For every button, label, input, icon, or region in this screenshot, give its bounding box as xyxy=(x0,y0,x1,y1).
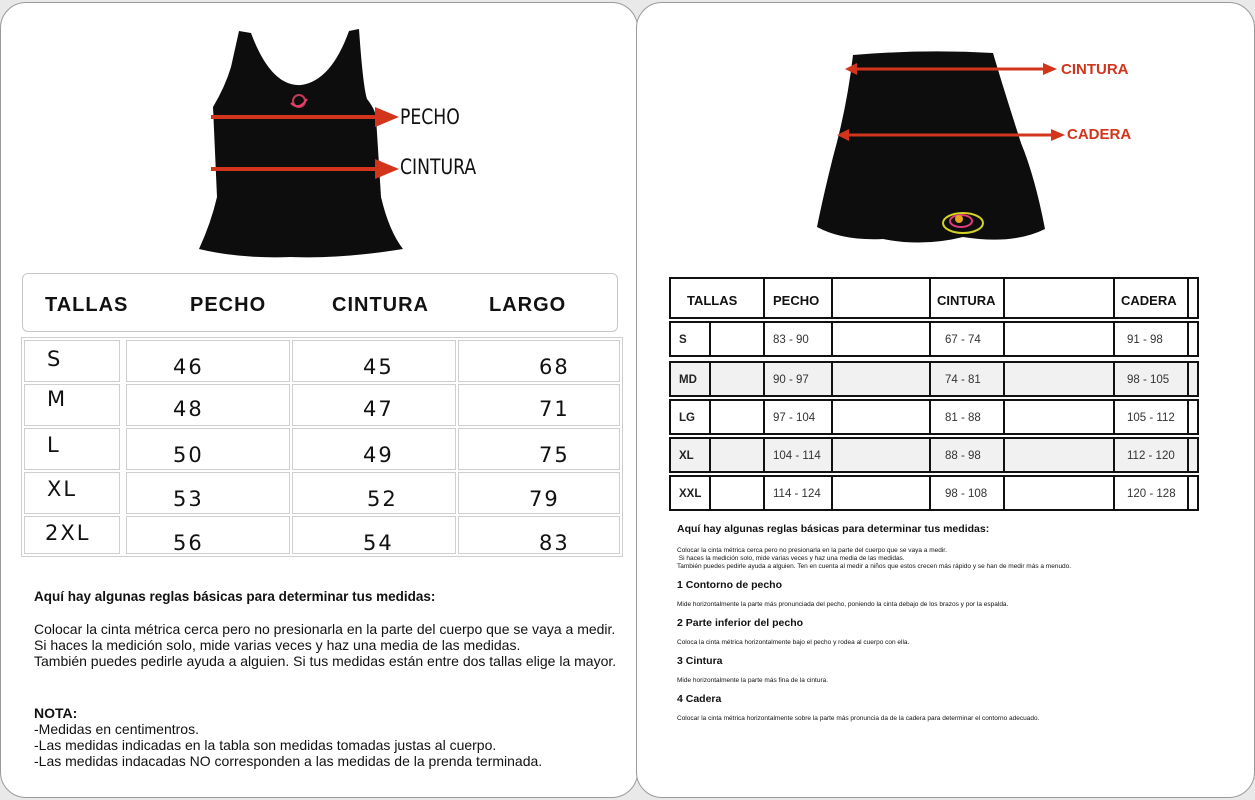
table-cell: 50 xyxy=(126,428,290,470)
table-cell xyxy=(709,437,765,473)
waist-label: CINTURA xyxy=(1061,61,1129,78)
rules-line: Si haces la medición solo, mide varias veces y haz una media de las medidas. xyxy=(677,555,905,562)
table-cell: 46 xyxy=(126,340,290,382)
table-cell: 88 - 98 xyxy=(929,437,1005,473)
table-cell: LG xyxy=(669,399,711,435)
nota-line: -Medidas en centimentros. xyxy=(34,721,199,737)
table-cell: 83 - 90 xyxy=(763,321,833,357)
table-cell xyxy=(709,399,765,435)
table-row xyxy=(669,399,1199,435)
rules-line: También puedes pedirle ayuda a alguien. Si tus medidas están entre dos tallas elige la mayor. xyxy=(34,653,617,669)
table-cell xyxy=(709,475,765,511)
section-heading: 4 Cadera xyxy=(677,693,722,705)
table-cell: 98 - 108 xyxy=(929,475,1005,511)
table-row xyxy=(669,475,1199,511)
table-cell: XXL xyxy=(669,475,711,511)
table-row xyxy=(669,437,1199,473)
table-cell: 47 xyxy=(292,384,456,426)
table-cell: 114 - 124 xyxy=(763,475,833,511)
header-spacer xyxy=(831,277,931,319)
table-cell: 120 - 128 xyxy=(1113,475,1189,511)
table-cell xyxy=(1187,321,1199,357)
skirt-arrows xyxy=(837,53,1077,153)
table-cell: 52 xyxy=(292,472,456,514)
table-cell: 79 xyxy=(458,472,620,514)
table-cell xyxy=(1187,437,1199,473)
table-cell: S xyxy=(24,340,120,382)
header-pecho: PECHO xyxy=(190,294,267,316)
table-cell: 105 - 112 xyxy=(1113,399,1189,435)
table-cell xyxy=(709,321,765,357)
table-row xyxy=(669,361,1199,397)
table-cell: 98 - 105 xyxy=(1113,361,1189,397)
rules-title: Aquí hay algunas reglas básicas para determinar tus medidas: xyxy=(34,589,436,604)
section-text: Colocar la cinta métrica horizontalmente sobre la parte más pronuncia da de la cadera para determinar el contorno adecuado. xyxy=(677,715,1040,722)
header-spacer xyxy=(1187,277,1199,319)
table-cell: 71 xyxy=(458,384,620,426)
table-cell xyxy=(1187,475,1199,511)
table-cell: 91 - 98 xyxy=(1113,321,1189,357)
rules-line: Colocar la cinta métrica cerca pero no presionarla en la parte del cuerpo que se vaya a medir. xyxy=(677,547,947,554)
section-text: Mide horizontalmente la parte más pronunciada del pecho, poniendo la cinta debajo de los brazos y por la espalda. xyxy=(677,601,1009,608)
table-cell: 54 xyxy=(292,516,456,554)
table-cell: 68 xyxy=(458,340,620,382)
tank-top-shape xyxy=(199,29,403,257)
nota-line: -Las medidas indacadas NO corresponden a las medidas de la prenda terminada. xyxy=(34,753,543,769)
section-heading: 2 Parte inferior del pecho xyxy=(677,617,804,629)
table-cell xyxy=(831,321,931,357)
nota-title: NOTA: xyxy=(34,705,78,721)
table-cell: 112 - 120 xyxy=(1113,437,1189,473)
right-size-chart-panel xyxy=(636,2,1255,798)
table-cell xyxy=(1003,437,1115,473)
waist-arrow-icon xyxy=(845,63,1057,75)
table-cell: 75 xyxy=(458,428,620,470)
table-cell xyxy=(831,361,931,397)
table-header-row xyxy=(22,273,618,332)
nota-line: -Las medidas indicadas en la tabla son medidas tomadas justas al cuerpo. xyxy=(34,737,497,753)
rules-title: Aquí hay algunas reglas básicas para determinar tus medidas: xyxy=(677,523,990,535)
table-cell: 81 - 88 xyxy=(929,399,1005,435)
waist-label: CINTURA xyxy=(400,155,477,179)
tank-top-illustration xyxy=(181,27,481,259)
table-cell: XL xyxy=(669,437,711,473)
header-largo: LARGO xyxy=(489,294,567,316)
table-cell xyxy=(831,475,931,511)
table-cell: S xyxy=(669,321,711,357)
section-text: Coloca la cinta métrica horizontalmente bajo el pecho y rodea al cuerpo con ella. xyxy=(677,639,910,646)
rules-line: También puedes pedirle ayuda a alguien. Ten en cuenta al medir a niños que estos crecen más rápido y se han de medir más a menudo. xyxy=(677,563,1072,570)
table-cell: M xyxy=(24,384,120,426)
header-cintura: CINTURA xyxy=(332,294,429,316)
table-row xyxy=(669,321,1199,357)
chest-label: PECHO xyxy=(400,105,460,129)
table-cell xyxy=(1003,321,1115,357)
header-cintura: CINTURA xyxy=(929,277,1005,319)
table-cell: L xyxy=(24,428,120,470)
table-cell: 2XL xyxy=(24,516,120,554)
rules-line: Si haces la medición solo, mide varias veces y haz una media de las medidas. xyxy=(34,637,521,653)
table-cell: 104 - 114 xyxy=(763,437,833,473)
header-pecho: PECHO xyxy=(763,277,833,319)
table-cell: 97 - 104 xyxy=(763,399,833,435)
header-tallas: TALLAS xyxy=(669,277,765,319)
table-cell xyxy=(1187,361,1199,397)
measurement-rules xyxy=(677,525,1237,723)
table-cell xyxy=(831,399,931,435)
header-tallas: TALLAS xyxy=(45,294,129,316)
table-cell: 45 xyxy=(292,340,456,382)
section-text: Mide horizontalmente la parte más fina de la cintura. xyxy=(677,677,829,684)
table-cell: 67 - 74 xyxy=(929,321,1005,357)
table-cell: 83 xyxy=(458,516,620,554)
left-size-chart-panel xyxy=(0,2,638,798)
rules-line: Colocar la cinta métrica cerca pero no presionarla en la parte del cuerpo que se vaya a medir. xyxy=(34,621,616,637)
table-cell: XL xyxy=(24,472,120,514)
table-cell xyxy=(709,361,765,397)
hip-label: CADERA xyxy=(1067,126,1132,143)
section-heading: 1 Contorno de pecho xyxy=(677,579,782,591)
table-cell: 49 xyxy=(292,428,456,470)
table-cell xyxy=(831,437,931,473)
header-cadera: CADERA xyxy=(1113,277,1189,319)
table-cell xyxy=(1003,475,1115,511)
table-cell: 90 - 97 xyxy=(763,361,833,397)
size-table xyxy=(21,337,623,557)
table-cell: 74 - 81 xyxy=(929,361,1005,397)
table-cell xyxy=(1187,399,1199,435)
table-cell xyxy=(1003,361,1115,397)
table-cell: 56 xyxy=(126,516,290,554)
table-cell: 53 xyxy=(126,472,290,514)
section-heading: 3 Cintura xyxy=(677,655,723,667)
hip-arrow-icon xyxy=(837,129,1065,141)
table-cell: MD xyxy=(669,361,711,397)
table-cell xyxy=(1003,399,1115,435)
table-cell: 48 xyxy=(126,384,290,426)
measurement-rules xyxy=(34,589,624,769)
header-spacer xyxy=(1003,277,1115,319)
